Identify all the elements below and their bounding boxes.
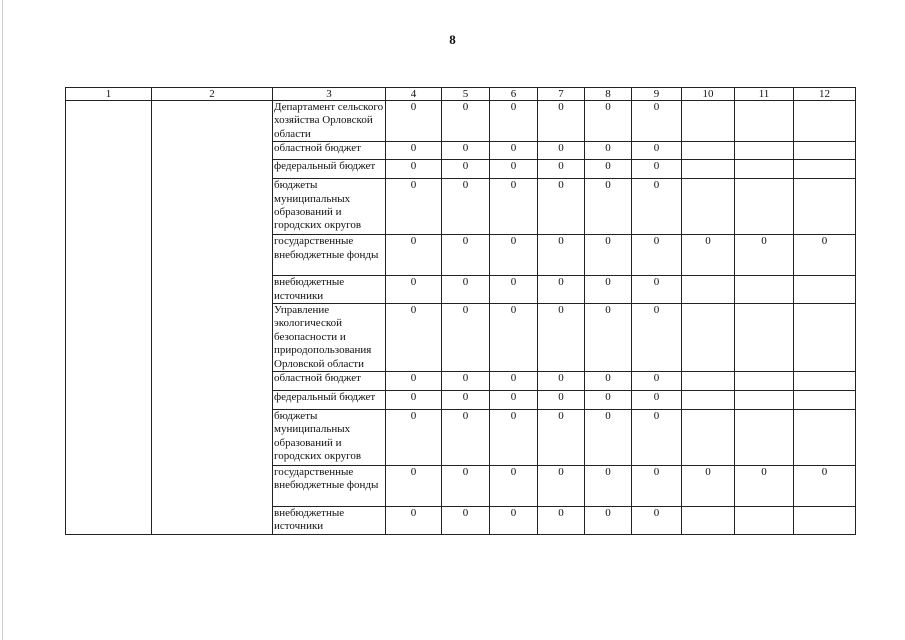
header-cell: 2 (152, 88, 273, 101)
header-cell: 7 (538, 88, 585, 101)
value-cell: 0 (386, 276, 442, 304)
value-cell (682, 142, 735, 160)
value-cell (735, 142, 794, 160)
value-cell (794, 410, 856, 466)
value-cell: 0 (632, 466, 682, 507)
value-cell: 0 (585, 372, 632, 391)
value-cell: 0 (490, 179, 538, 235)
value-cell: 0 (794, 466, 856, 507)
value-cell: 0 (490, 507, 538, 535)
value-cell: 0 (585, 160, 632, 179)
value-cell: 0 (442, 372, 490, 391)
value-cell: 0 (632, 179, 682, 235)
value-cell (735, 160, 794, 179)
header-cell: 3 (273, 88, 386, 101)
value-cell: 0 (490, 101, 538, 142)
value-cell: 0 (442, 142, 490, 160)
page-number: 8 (449, 32, 456, 47)
value-cell (735, 179, 794, 235)
value-cell (794, 507, 856, 535)
value-cell: 0 (442, 276, 490, 304)
value-cell: 0 (490, 372, 538, 391)
value-cell (735, 304, 794, 372)
value-cell: 0 (682, 466, 735, 507)
row-label: внебюджетные источники (273, 507, 386, 535)
value-cell (735, 410, 794, 466)
value-cell: 0 (538, 372, 585, 391)
value-cell (794, 160, 856, 179)
value-cell: 0 (386, 142, 442, 160)
value-cell (794, 391, 856, 410)
value-cell (735, 276, 794, 304)
value-cell (735, 372, 794, 391)
value-cell: 0 (585, 142, 632, 160)
value-cell: 0 (632, 304, 682, 372)
value-cell: 0 (538, 507, 585, 535)
value-cell: 0 (632, 142, 682, 160)
row-label: государственные внебюджетные фонды (273, 235, 386, 276)
value-cell: 0 (585, 276, 632, 304)
value-cell (682, 160, 735, 179)
row-label: областной бюджет (273, 372, 386, 391)
value-cell: 0 (538, 276, 585, 304)
value-cell (794, 101, 856, 142)
header-cell: 5 (442, 88, 490, 101)
table-row (66, 101, 856, 142)
header-cell: 1 (66, 88, 152, 101)
header-cell: 11 (735, 88, 794, 101)
value-cell: 0 (632, 276, 682, 304)
value-cell: 0 (632, 235, 682, 276)
value-cell (682, 507, 735, 535)
value-cell: 0 (442, 466, 490, 507)
header-cell: 12 (794, 88, 856, 101)
value-cell: 0 (585, 410, 632, 466)
value-cell: 0 (442, 101, 490, 142)
value-cell: 0 (490, 410, 538, 466)
value-cell: 0 (538, 179, 585, 235)
header-cell: 10 (682, 88, 735, 101)
row-label: областной бюджет (273, 142, 386, 160)
value-cell: 0 (386, 160, 442, 179)
value-cell: 0 (386, 235, 442, 276)
header-cell: 4 (386, 88, 442, 101)
value-cell: 0 (538, 142, 585, 160)
value-cell: 0 (585, 101, 632, 142)
value-cell (682, 391, 735, 410)
value-cell: 0 (490, 142, 538, 160)
value-cell (735, 391, 794, 410)
value-cell: 0 (442, 391, 490, 410)
value-cell: 0 (735, 235, 794, 276)
value-cell: 0 (538, 391, 585, 410)
value-cell: 0 (794, 235, 856, 276)
value-cell: 0 (538, 466, 585, 507)
value-cell: 0 (632, 101, 682, 142)
table-header-row (66, 88, 856, 101)
header-cell: 8 (585, 88, 632, 101)
value-cell: 0 (538, 101, 585, 142)
row-label: внебюджетные источники (273, 276, 386, 304)
value-cell: 0 (386, 101, 442, 142)
value-cell: 0 (386, 466, 442, 507)
value-cell: 0 (632, 410, 682, 466)
value-cell (794, 304, 856, 372)
value-cell: 0 (490, 304, 538, 372)
value-cell: 0 (632, 372, 682, 391)
value-cell (735, 507, 794, 535)
value-cell: 0 (490, 391, 538, 410)
value-cell: 0 (538, 304, 585, 372)
value-cell: 0 (632, 160, 682, 179)
value-cell: 0 (585, 466, 632, 507)
value-cell: 0 (490, 466, 538, 507)
value-cell: 0 (490, 235, 538, 276)
row-label: федеральный бюджет (273, 160, 386, 179)
header-cell: 9 (632, 88, 682, 101)
value-cell: 0 (386, 372, 442, 391)
value-cell: 0 (585, 304, 632, 372)
value-cell: 0 (632, 391, 682, 410)
value-cell (794, 372, 856, 391)
value-cell (682, 101, 735, 142)
value-cell: 0 (386, 507, 442, 535)
value-cell: 0 (538, 160, 585, 179)
value-cell (682, 179, 735, 235)
value-cell (794, 179, 856, 235)
value-cell: 0 (386, 179, 442, 235)
budget-table (65, 87, 856, 535)
scan-edge-line (2, 0, 3, 640)
row-label: бюджеты муниципальных образований и городских округов (273, 410, 386, 466)
col2-cell (152, 101, 273, 535)
value-cell: 0 (490, 160, 538, 179)
value-cell: 0 (585, 235, 632, 276)
value-cell: 0 (490, 276, 538, 304)
value-cell (682, 276, 735, 304)
value-cell (794, 142, 856, 160)
value-cell: 0 (538, 410, 585, 466)
row-label: государственные внебюджетные фонды (273, 466, 386, 507)
value-cell: 0 (386, 391, 442, 410)
value-cell: 0 (585, 391, 632, 410)
col1-cell (66, 101, 152, 535)
value-cell (682, 304, 735, 372)
value-cell: 0 (682, 235, 735, 276)
row-label: бюджеты муниципальных образований и городских округов (273, 179, 386, 235)
value-cell (682, 372, 735, 391)
value-cell: 0 (386, 410, 442, 466)
header-cell: 6 (490, 88, 538, 101)
value-cell (735, 101, 794, 142)
value-cell: 0 (442, 235, 490, 276)
row-label: Управление экологической безопасности и природопользования Орловской области (273, 304, 386, 372)
value-cell: 0 (442, 179, 490, 235)
row-label: федеральный бюджет (273, 391, 386, 410)
value-cell: 0 (538, 235, 585, 276)
value-cell: 0 (442, 160, 490, 179)
value-cell: 0 (442, 304, 490, 372)
value-cell: 0 (442, 507, 490, 535)
value-cell: 0 (386, 304, 442, 372)
row-label: Департамент сельского хозяйства Орловской области (273, 101, 386, 142)
value-cell: 0 (632, 507, 682, 535)
value-cell: 0 (442, 410, 490, 466)
value-cell (794, 276, 856, 304)
value-cell: 0 (585, 179, 632, 235)
value-cell (682, 410, 735, 466)
value-cell: 0 (585, 507, 632, 535)
value-cell: 0 (735, 466, 794, 507)
